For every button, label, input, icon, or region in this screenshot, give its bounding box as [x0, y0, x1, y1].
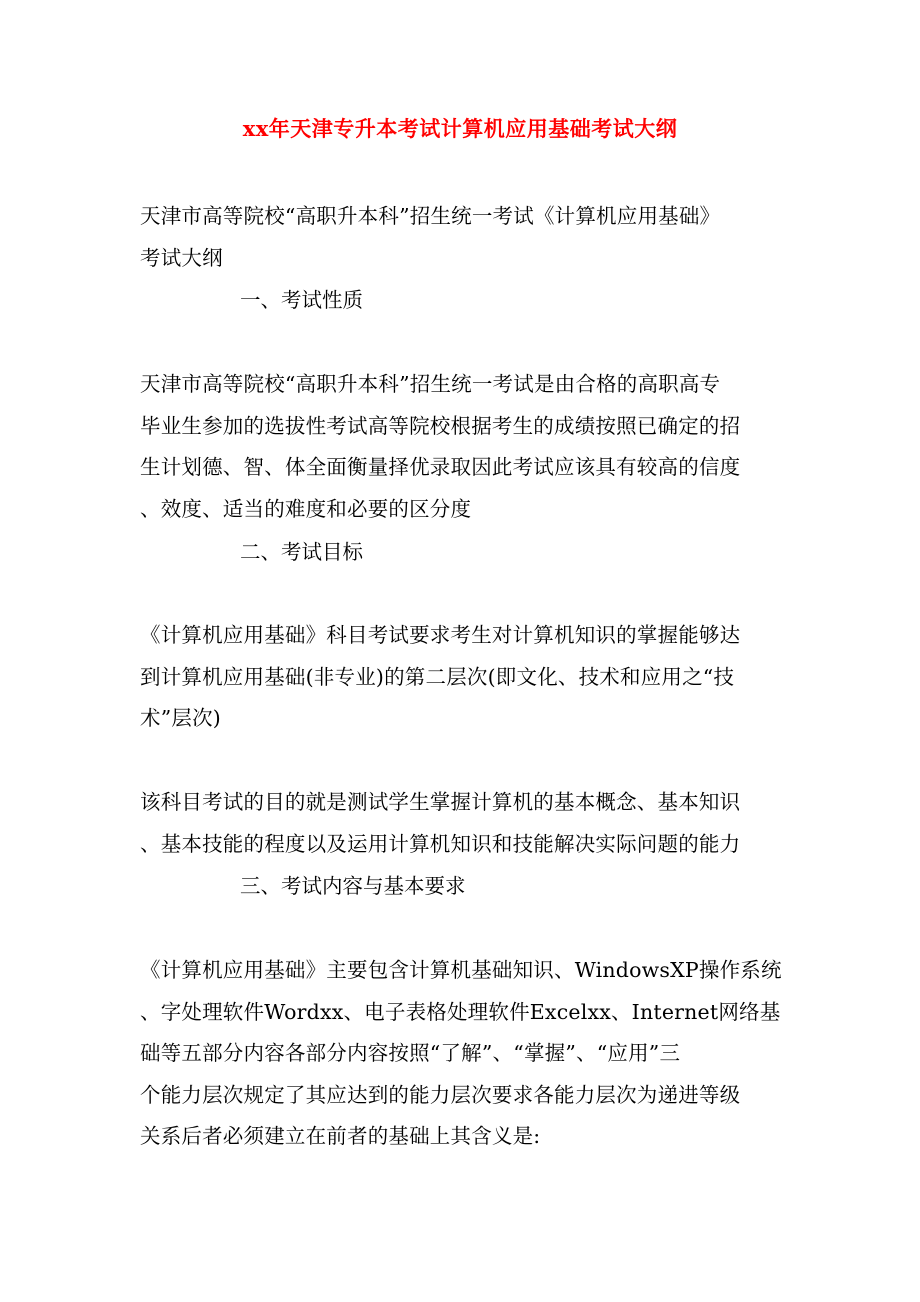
paragraph-line: 天津市高等院校“高职升本科”招生统一考试是由合格的高职高专	[140, 372, 721, 396]
paragraph-line: 关系后者必须建立在前者的基础上其含义是:	[140, 1124, 541, 1148]
paragraph-line: 《计算机应用基础》科目考试要求考生对计算机知识的掌握能够达	[140, 623, 741, 647]
intro-paragraph	[140, 196, 780, 279]
section-heading-nature: 一、考试性质	[240, 288, 363, 312]
paragraph-line: 该科目考试的目的就是测试学生掌握计算机的基本概念、基本知识	[140, 790, 741, 814]
paragraph-line: 、字处理软件Wordxx、电子表格处理软件Excelxx、Internet网络基	[140, 999, 781, 1024]
section-content-paragraph	[140, 950, 780, 1158]
section-goal-paragraph-2	[140, 782, 780, 865]
paragraph-line: 础等五部分内容各部分内容按照“了解”、“掌握”、“应用”三	[140, 1041, 681, 1065]
section-heading-content: 三、考试内容与基本要求	[240, 874, 466, 898]
section-heading-goal: 二、考试目标	[240, 540, 363, 564]
paragraph-line: 术”层次)	[140, 706, 221, 730]
section-nature-paragraph	[140, 364, 780, 530]
paragraph-line: 生计划德、智、体全面衡量择优录取因此考试应该具有较高的信度	[140, 455, 741, 479]
paragraph-line: 个能力层次规定了其应达到的能力层次要求各能力层次为递进等级	[140, 1082, 741, 1107]
paragraph-line: 毕业生参加的选拔性考试高等院校根据考生的成绩按照已确定的招	[140, 413, 741, 438]
section-goal-paragraph-1	[140, 615, 780, 740]
document-title: xx年天津专升本考试计算机应用基础考试大纲	[242, 116, 678, 141]
paragraph-line: 《计算机应用基础》主要包含计算机基础知识、WindowsXP操作系统	[140, 958, 782, 982]
paragraph-line: 到计算机应用基础(非专业)的第二层次(即文化、技术和应用之“技	[140, 664, 735, 689]
paragraph-line: 、效度、适当的难度和必要的区分度	[140, 496, 472, 521]
paragraph-line: 、基本技能的程度以及运用计算机知识和技能解决实际问题的能力	[140, 831, 741, 856]
intro-line: 天津市高等院校“高职升本科”招生统一考试《计算机应用基础》	[140, 204, 721, 228]
intro-line: 考试大纲	[140, 245, 223, 270]
